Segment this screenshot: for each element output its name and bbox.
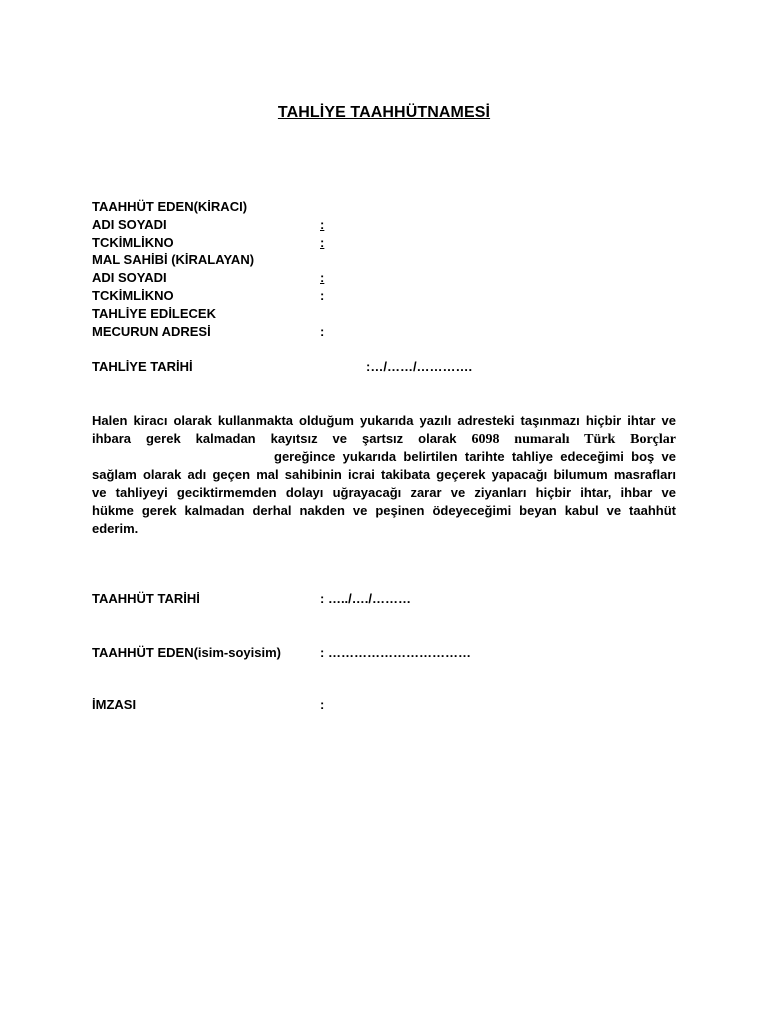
field-label-kiraci-tc: TCKİMLİKNO [92, 235, 174, 250]
commitment-paragraph [92, 412, 676, 538]
signature-value: : [320, 697, 325, 712]
field-value-kiralayan-name: : [320, 270, 325, 285]
field-value-kiraci-name: : [320, 217, 325, 232]
document-title: TAHLİYE TAAHHÜTNAMESİ [277, 104, 491, 121]
taahhut-date-label: TAAHHÜT TARİHİ [92, 591, 200, 606]
field-value-kiraci-tc: : [320, 235, 325, 250]
paragraph-line-3: gereğince yukarıda belirtilen tarihte tahliye edeceğimi boş ve [274, 449, 676, 464]
paragraph-line-2-text: ihbara gerek kalmadan kayıtsız ve şartsız olarak [92, 431, 457, 446]
field-label-kiraci-name: ADI SOYADI [92, 217, 167, 232]
paragraph-line-7: ederim. [92, 521, 139, 536]
paragraph-line-6: hükme gerek kalmadan derhal nakden ve peşinen ödeyeceğimi beyan kabul ve taahhüt [92, 503, 676, 518]
field-label-kiralayan-tc: TCKİMLİKNO [92, 288, 174, 303]
tahliye-date-value: :…/……/…………. [366, 359, 473, 374]
field-label-kiralayan-name: ADI SOYADI [92, 270, 167, 285]
paragraph-line-1: Halen kiracı olarak kullanmakta olduğum yukarıda yazılı adresteki taşınmazı hiçbir ihtar ve [92, 413, 676, 428]
field-value-mecur-adresi: : [320, 324, 325, 339]
taahhut-eden-value: : …………………………… [320, 645, 471, 660]
field-label-tahliye-edilecek: TAHLİYE EDİLECEK [92, 306, 216, 321]
taahhut-eden-label: TAAHHÜT EDEN(isim-soyisim) [92, 645, 282, 660]
taahhut-date-value: : …../…./……… [320, 591, 411, 606]
field-value-kiralayan-tc: : [320, 288, 325, 303]
paragraph-line-5: ve tahliyeyi geciktirmemden dolayı uğrayacağı zarar ve ziyanları hiçbir ihtar, ihbar ve [92, 485, 676, 500]
paragraph-line-4: sağlam olarak adı geçen mal sahibinin icrai takibata geçerek yapacağı bilumum masrafları [92, 467, 676, 482]
field-label-mecur-adresi: MECURUN ADRESİ [92, 324, 211, 339]
paragraph-line-2 [92, 430, 676, 448]
field-label-kiraci: TAAHHÜT EDEN(KİRACI) [92, 199, 248, 214]
field-label-kiralayan: MAL SAHİBİ (KİRALAYAN) [92, 252, 255, 267]
tahliye-date-label: TAHLİYE TARİHİ [92, 359, 193, 374]
law-reference: 6098 numaralı Türk Borçlar [471, 432, 676, 447]
signature-label: İMZASI [92, 697, 137, 712]
